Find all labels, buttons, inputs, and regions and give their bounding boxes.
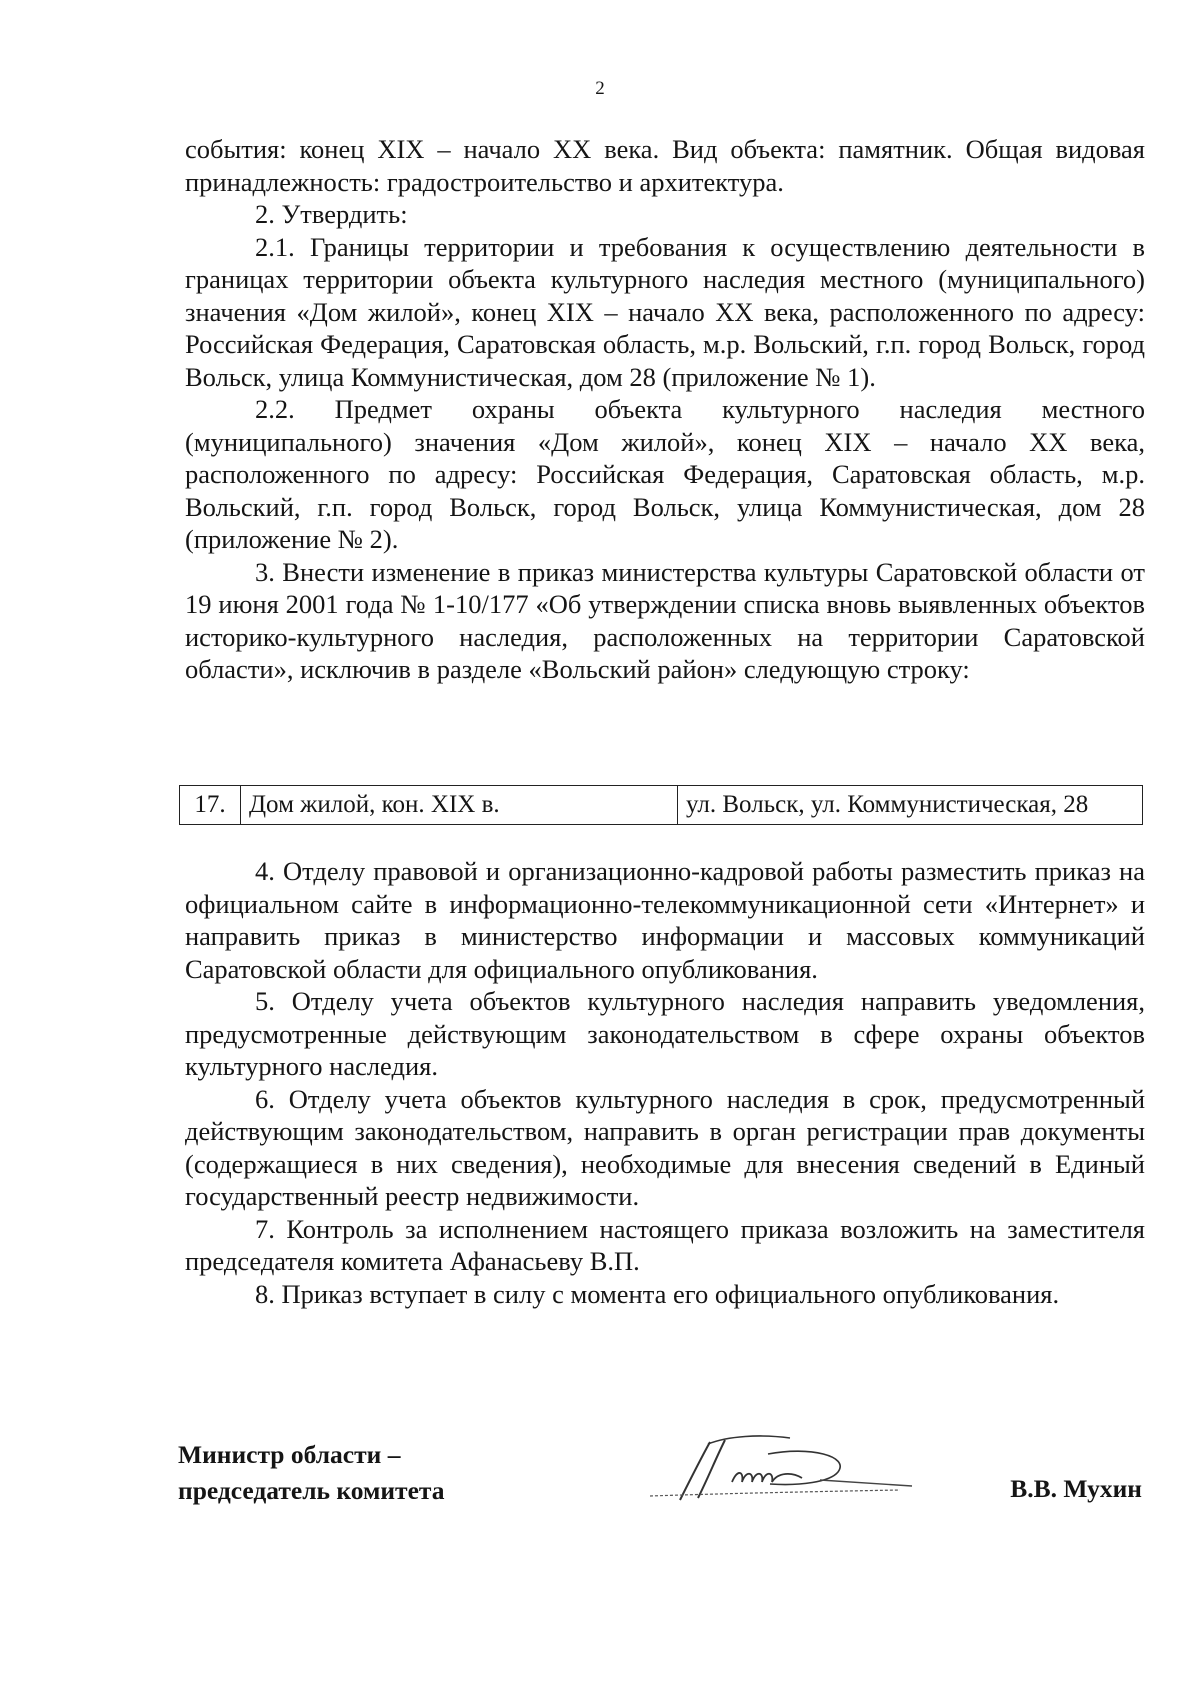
paragraph-item-2-1: 2.1. Границы территории и требования к осуществлению деятельности в границах территории объекта культурного наследия местного (муниципального) значения «Дом жилой», конец XIX – начало XX века, расположенного по адресу: Российская Федерация, Саратовская область, м.р. Вольский, г.п. город Вольск, город Вольск, улица Коммунистическая, дом 28 (приложение № 1). xyxy=(185,231,1145,392)
signer-position xyxy=(178,1437,444,1509)
paragraph-item-6: 6. Отделу учета объектов культурного наследия в срок, предусмотренный действующим законодательством, направить в орган регистрации прав документы (содержащиеся в них сведения), необходимые для внесения сведений в Единый государственный реестр недвижимости. xyxy=(185,1083,1145,1211)
paragraph-item-5: 5. Отделу учета объектов культурного наследия направить уведомления, предусмотренные действующим законодательством в сфере охраны объектов культурного наследия. xyxy=(185,986,1145,1081)
page-number: 2 xyxy=(595,78,605,99)
paragraph-item-8: 8. Приказ вступает в силу с момента его официального опубликования. xyxy=(255,1278,1060,1309)
document-body-bottom xyxy=(185,855,1145,1310)
paragraph-item-7: 7. Контроль за исполнением настоящего приказа возложить на заместителя председателя комитета Афанасьеву В.П. xyxy=(185,1213,1145,1276)
signer-position-line-2: председатель комитета xyxy=(178,1476,445,1505)
paragraph-item-2-2: 2.2. Предмет охраны объекта культурного наследия местного (муниципального) значения «Дом жилой», конец XIX – начало XX века, расположенного по адресу: Российская Федерация, Саратовская область, м.р. Вольский, г.п. город Вольск, город Вольск, улица Коммунистическая, дом 28 (приложение № 2). xyxy=(185,394,1145,554)
paragraph-item-3: 3. Внести изменение в приказ министерства культуры Саратовской области от 19 июня 2001 года № 1-10/177 «Об утверждении списка вновь выявленных объектов историко-культурного наследия, расположенных на территории Саратовской области», исключив в разделе «Вольский район» следующую строку: xyxy=(185,556,1145,684)
signer-name: В.В. Мухин xyxy=(1010,1474,1142,1503)
paragraph-continuation: события: конец XIX – начало XX века. Вид объекта: памятник. Общая видовая принадлежность: градостроительство и архитектура. xyxy=(185,134,1145,197)
row-address-cell: ул. Вольск, ул. Коммунистическая, 28 xyxy=(678,786,1143,825)
handwritten-signature xyxy=(650,1430,930,1510)
row-name-cell: Дом жилой, кон. XIX в. xyxy=(241,786,678,825)
signer-position-line-1: Министр области – xyxy=(178,1440,401,1469)
paragraph-item-2: 2. Утвердить: xyxy=(255,199,408,229)
paragraph-item-4: 4. Отделу правовой и организационно-кадровой работы разместить приказ на официальном сайте в информационно-телекоммуникационной сети «Интернет» и направить приказ в министерство информации и массовых коммуникаций Саратовской области для официального опубликования. xyxy=(185,856,1145,984)
table-row xyxy=(180,786,1143,825)
row-number-cell: 17. xyxy=(180,786,241,825)
excluded-row-table xyxy=(179,785,1143,825)
document-body-top xyxy=(185,133,1145,686)
